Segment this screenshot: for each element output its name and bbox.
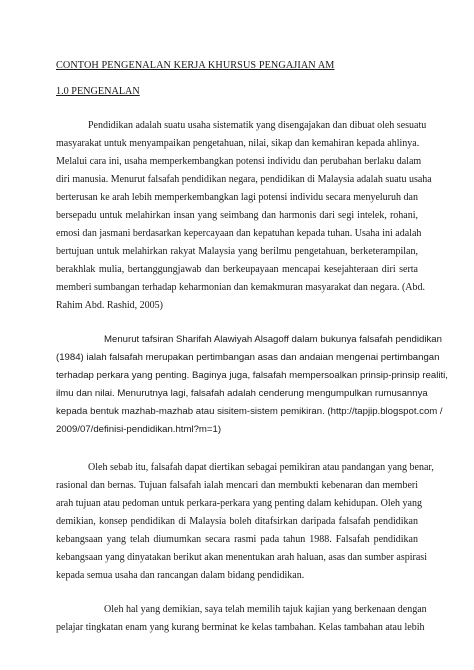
text-line: Menurut tafsiran Sharifah Alawiyah Alsagoff dalam bukunya falsafah pendidikan xyxy=(104,334,442,345)
text-line: memberi sumbangan terhadap keharmonian dan kemakmuran masyarakat dan negara. (Abd. xyxy=(56,282,426,293)
text-line: 2009/07/definisi-pendidikan.html?m=1) xyxy=(56,424,222,435)
text-line: Rahim Abd. Rashid, 2005) xyxy=(56,300,163,311)
text-line: rasional dan bernas. Tujuan falsafah ialah mencari dan membukti kebenaran dan memberi xyxy=(56,480,418,491)
text-line: masyarakat untuk menyampaikan pengetahuan, nilai, sikap dan kemahiran kepada ahlinya. xyxy=(56,138,420,149)
text-line: diri manusia. Menurut falsafah pendidikan negara, pendidikan di Malaysia adalah suatu usaha xyxy=(56,174,432,185)
document-title: CONTOH PENGENALAN KERJA KHURSUS PENGAJIAN AM xyxy=(56,60,335,71)
text-line: emosi dan jasmani berdasarkan kepercayaan dan kepatuhan kepada tuhan. Usaha ini adalah xyxy=(56,228,422,239)
text-line: Pendidikan adalah suatu usaha sistematik yang disengajakan dan dibuat oleh sesuatu xyxy=(88,120,427,131)
text-line: berakhlak mulia, bertanggungjawab dan berkeupayaan mencapai kesejahteraan diri serta xyxy=(56,264,418,275)
text-line: demikian, konsep pendidikan di Malaysia boleh ditafsirkan daripada falsafah pendidikan xyxy=(56,516,418,527)
text-line: kepada semua usaha dan rancangan dalam bidang pendidikan. xyxy=(56,570,305,581)
text-line: bertujuan untuk melahirkan rakyat Malaysia yang berilmu pengetahuan, berketerampilan, xyxy=(56,246,418,257)
text-line: bersepadu untuk melahirkan insan yang seimbang dan harmonis dari segi intelek, rohani, xyxy=(56,210,418,221)
text-line: Oleh hal yang demikian, saya telah memilih tajuk kajian yang berkenaan dengan xyxy=(104,604,427,615)
text-line: terhadap perkara yang penting. Baginya juga, falsafah mempersoalkan prinsip-prinsip realiti, xyxy=(56,370,448,381)
text-line: arah tujuan atau pedoman untuk perkara-perkara yang penting dalam kehidupan. Oleh yang xyxy=(56,498,422,509)
text-line: (1984) ialah falsafah merupakan pertimbangan asas dan andaian mengenai pertimbangan xyxy=(56,352,440,363)
text-line: Oleh sebab itu, falsafah dapat diertikan sebagai pemikiran atau pandangan yang benar, xyxy=(88,462,434,473)
text-line: ilmu dan nilai. Menurutnya lagi, falsafah adalah cenderung mengumpulkan rumusannya xyxy=(56,388,428,399)
text-line: Melalui cara ini, usaha memperkembangkan potensi individu dan perubahan berlaku dalam xyxy=(56,156,422,167)
text-line: pelajar tingkatan enam yang kurang berminat ke kelas tambahan. Kelas tambahan atau lebih xyxy=(56,622,425,633)
text-line: berterusan ke arah lebih memperkembangkan lagi potensi individu secara menyeluruh dan xyxy=(56,192,418,203)
text-line: kebangsaan yang telah diumumkan secara rasmi pada tahun 1988. Falsafah pendidikan xyxy=(56,534,418,545)
text-line: kebangsaan yang dinyatakan berikut akan menentukan arah haluan, asas dan sumber aspirasi xyxy=(56,552,427,563)
section-heading: 1.0 PENGENALAN xyxy=(56,86,140,97)
text-line: kepada bentuk mazhab-mazhab atau sisitem-sistem pemikiran. (http://tapjip.blogspot.com / xyxy=(56,406,443,417)
